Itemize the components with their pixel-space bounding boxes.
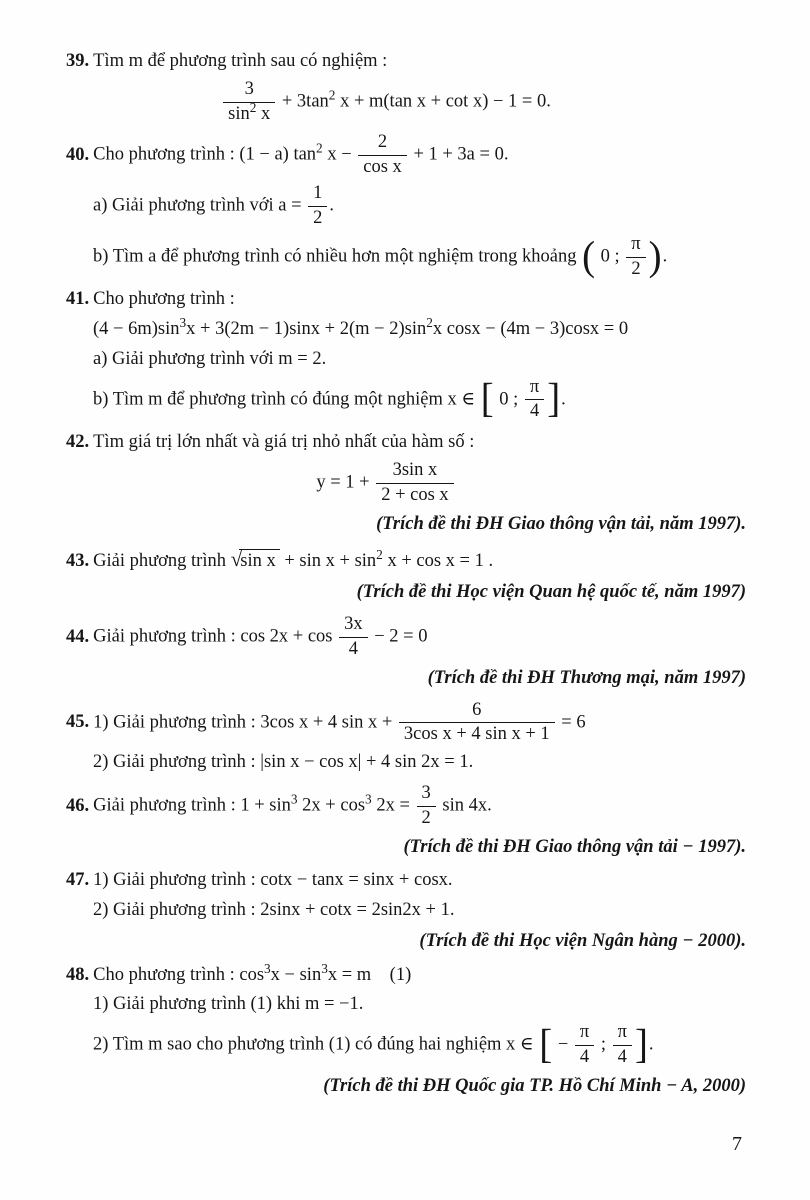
big-delimiter: ) xyxy=(648,233,662,279)
problem-47-line-1: 47. 1) Giải phương trình : cotx − tanx = sinx + cosx. xyxy=(66,870,453,891)
problem-46-line-1: 46. Giải phương trình : $1 + \sin^3 2x + \cos^3 2x$ = $\frac{3}{2}$ sin 4x. xyxy=(66,782,492,828)
fraction: $\frac{\text{3sin x}}{\text{2 + cos x}}$ xyxy=(376,460,453,507)
fraction: $\frac{6}{\text{3cos x + 4 sin x + 1}}$ xyxy=(399,700,555,747)
problem-47-line-2: 2) Giải phương trình : 2sinx + cotx = 2sin2x + 1. xyxy=(93,900,455,921)
big-delimiter: [ xyxy=(539,1021,553,1067)
problem-48-line-4: (Trích đề thi ĐH Quốc gia TP. Hồ Chí Minh − A, 2000) xyxy=(323,1075,746,1096)
problem-41-line-2: $(4 - 6m)\sin^3x + 3(2m - 1)\sin x + 2(m - 2)\sin^2x$ cosx − (4m − 3)cosx = 0 xyxy=(93,314,629,340)
big-delimiter: ] xyxy=(634,1021,648,1067)
problem-42-line-1: 42. Tìm giá trị lớn nhất và giá trị nhỏ nhất của hàm số : xyxy=(66,432,475,453)
fraction: $\frac{\pi}{4}$ xyxy=(575,1022,594,1069)
problem-43-line-1: 43. Giải phương trình √sin $x + \sin x + \sin^2 x + \cos x = 1$ . xyxy=(66,544,746,576)
problem-number: 39. xyxy=(66,51,90,71)
problem-40 xyxy=(66,131,746,281)
problem-43-line-2: (Trích đề thi Học viện Quan hệ quốc tế, năm 1997) xyxy=(356,582,746,603)
problem-44 xyxy=(66,613,746,692)
problem-41-line-4: b) Tìm m để phương trình có đúng một nghiệm x ∈ [ 0 ; $\frac{\pi}{4}$ ]. xyxy=(93,376,566,422)
problem-number: 43. xyxy=(66,551,90,572)
big-delimiter: ] xyxy=(547,376,561,422)
problem-number: 45. xyxy=(66,712,90,733)
problem-43 xyxy=(66,544,746,607)
problem-number: 44. xyxy=(66,626,90,647)
problem-number: 42. xyxy=(66,432,90,453)
problem-45 xyxy=(66,699,746,777)
fraction: $\frac{3}{\sin^2 x}$ xyxy=(223,79,275,126)
problem-48-line-1: 48. Cho phương trình : $\cos^3x - \sin^3x = m$ (1) xyxy=(66,960,412,985)
fraction: $\frac{2}{\text{cos x}}$ xyxy=(358,132,407,179)
problem-47 xyxy=(66,867,746,955)
big-delimiter: [ xyxy=(480,376,494,422)
problem-42-line-2: y = 1 + $\frac{\text{3sin x}}{\text{2 + cos x}}$ xyxy=(66,459,746,508)
problem-39-line-2: $\frac{3}{\sin^2 x}$ + $3\tan^2$ x + m(tan x + cot x) − 1 = 0. xyxy=(66,78,746,127)
problem-number: 40. xyxy=(66,144,90,165)
problem-41 xyxy=(66,286,746,424)
problem-40-line-3: b) Tìm a để phương trình có nhiều hơn một nghiệm trong khoảng ( 0 ; $\frac{\pi}{2}$ ). xyxy=(93,233,668,279)
page-content xyxy=(66,48,746,1100)
fraction: $\frac{3}{2}$ xyxy=(417,783,436,830)
problem-42-line-3: (Trích đề thi ĐH Giao thông vận tải, năm 1997). xyxy=(376,513,746,534)
problem-41-line-3: a) Giải phương trình với m = 2. xyxy=(93,348,327,369)
problem-48-line-2: 1) Giải phương trình (1) khi m = −1. xyxy=(93,994,364,1015)
problem-44-line-1: 44. Giải phương trình : cos 2x + cos $\frac{3x}{4}$ − 2 = 0 xyxy=(66,614,428,659)
problem-47-line-3: (Trích đề thi Học viện Ngân hàng − 2000). xyxy=(419,930,746,951)
problem-39 xyxy=(66,48,746,126)
page-number: 7 xyxy=(732,1133,742,1155)
problem-45-line-2: 2) Giải phương trình : |sin x − cos x| + 4 sin 2x = 1. xyxy=(93,752,474,773)
problem-46-line-2: (Trích đề thi ĐH Giao thông vận tải − 1997). xyxy=(403,836,746,857)
big-delimiter: ( xyxy=(582,233,596,279)
problem-number: 46. xyxy=(66,795,90,816)
fraction: $\frac{\pi}{2}$ xyxy=(626,234,645,281)
problem-number: 41. xyxy=(66,289,90,310)
problem-42 xyxy=(66,429,746,538)
square-root: √sin x xyxy=(231,544,280,576)
problem-number: 48. xyxy=(66,964,90,985)
problem-44-line-2: (Trích đề thi ĐH Thương mại, năm 1997) xyxy=(427,667,746,688)
fraction: $\frac{\pi}{4}$ xyxy=(525,377,544,424)
problem-48 xyxy=(66,962,746,1101)
problem-40-line-2: a) Giải phương trình với a = $\frac{1}{2}$ . xyxy=(93,183,335,228)
fraction: $\frac{1}{2}$ xyxy=(308,183,327,230)
problem-41-line-1: 41. Cho phương trình : xyxy=(66,289,235,310)
fraction: $\frac{3x}{4}$ xyxy=(339,614,368,661)
problem-39-line-1: 39. Tìm m để phương trình sau có nghiệm : xyxy=(66,51,388,71)
problem-45-line-1: 45. 1) Giải phương trình : 3cos x + 4 sin x + $\frac{6}{\text{3cos x + 4 sin x + 1}}$ = 6 xyxy=(66,699,586,745)
problem-46 xyxy=(66,782,746,861)
problem-48-line-3: 2) Tìm m sao cho phương trình (1) có đúng hai nghiệm x ∈ [ − $\frac{\pi}{4}$ ; $\frac{\pi}{4}$ ]. xyxy=(93,1021,654,1067)
problem-40-line-1: 40. Cho phương trình : (1 − a) $\tan^2 x$ − $\frac{2}{\text{cos x}}$ + 1 + 3a = 0. xyxy=(66,132,509,178)
problem-number: 47. xyxy=(66,870,90,891)
fraction: $\frac{\pi}{4}$ xyxy=(613,1022,632,1069)
